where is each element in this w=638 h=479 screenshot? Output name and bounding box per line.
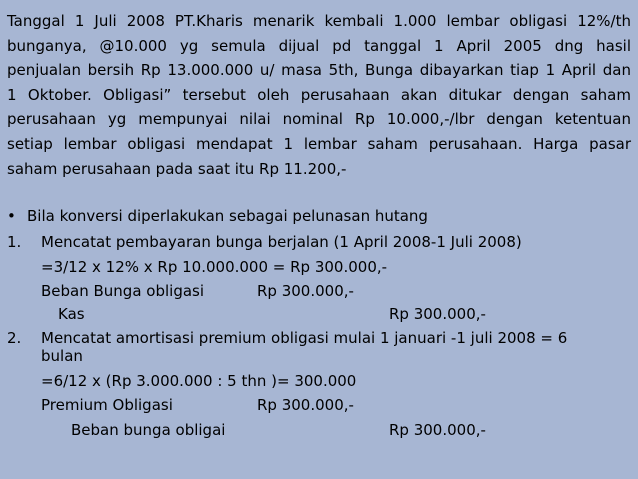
list-item-title: Mencatat pembayaran bunga berjalan (1 April 2008-1 Juli 2008) bbox=[41, 233, 522, 251]
debit-account: Premium Obligasi bbox=[41, 396, 173, 414]
list-item-title: Mencatat amortisasi premium obligasi mulai 1 januari -1 juli 2008 = 6 bbox=[41, 329, 568, 347]
problem-line: 1 Oktober. Obligasi” tersebut oleh perusahaan akan ditukar dengan saham bbox=[7, 85, 631, 104]
problem-line: perusahaan yg mempunyai nilai nominal Rp 10.000,-/lbr dengan ketentuan bbox=[7, 110, 631, 129]
list-item-title-continued: bulan bbox=[41, 347, 83, 365]
problem-line: penjualan bersih Rp 13.000.000 u/ masa 5th, Bunga dibayarkan tiap 1 April dan bbox=[7, 61, 631, 80]
list-number: 2. bbox=[7, 329, 22, 347]
debit-amount: Rp 300.000,- bbox=[257, 396, 354, 414]
formula: =6/12 x (Rp 3.000.000 : 5 thn )= 300.000 bbox=[41, 372, 357, 390]
problem-line: Tanggal 1 Juli 2008 PT.Kharis menarik kembali 1.000 lembar obligasi 12%/th bbox=[7, 12, 631, 30]
credit-amount: Rp 300.000,- bbox=[389, 421, 486, 439]
problem-line: setiap lembar obligasi mendapat 1 lembar saham perusahaan. Harga pasar bbox=[7, 134, 631, 153]
problem-line: bunganya, @10.000 yg semula dijual pd tanggal 1 April 2005 dng hasil bbox=[7, 36, 631, 55]
credit-account: Kas bbox=[58, 305, 85, 323]
credit-amount: Rp 300.000,- bbox=[389, 305, 486, 323]
bullet-text: Bila konversi diperlakukan sebagai pelunasan hutang bbox=[27, 207, 428, 225]
formula: =3/12 x 12% x Rp 10.000.000 = Rp 300.000,- bbox=[41, 258, 388, 276]
problem-line: saham perusahaan pada saat itu Rp 11.200,- bbox=[7, 159, 347, 178]
debit-amount: Rp 300.000,- bbox=[257, 282, 354, 300]
problem-statement bbox=[7, 9, 631, 181]
list-number: 1. bbox=[7, 233, 22, 251]
bullet-marker: • bbox=[7, 207, 16, 225]
debit-account: Beban Bunga obligasi bbox=[41, 282, 205, 300]
credit-account: Beban bunga obligai bbox=[71, 421, 226, 439]
